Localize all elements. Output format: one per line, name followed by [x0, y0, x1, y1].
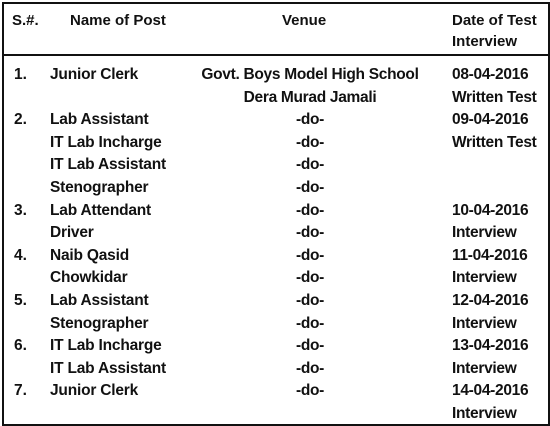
post-name: Lab Assistant — [50, 111, 149, 129]
venue: -do- — [295, 201, 325, 219]
test-date: Interview — [452, 314, 517, 332]
header-date-line1: Date of Test — [452, 12, 537, 29]
test-date: 11-04-2016 — [452, 246, 528, 264]
schedule-table — [2, 2, 550, 426]
table-row — [4, 154, 548, 177]
table-row — [4, 87, 548, 110]
venue: -do- — [295, 246, 325, 264]
venue: -do- — [295, 111, 325, 129]
table-row — [4, 403, 548, 426]
test-date: Interview — [452, 269, 517, 287]
post-name: Naib Qasid — [50, 246, 129, 264]
table-row — [4, 380, 548, 403]
venue: -do- — [295, 337, 325, 355]
table-row — [4, 177, 548, 200]
post-name: Lab Assistant — [50, 292, 149, 309]
venue: -do- — [295, 133, 325, 151]
table-row — [4, 245, 548, 268]
venue: -do- — [295, 292, 325, 309]
test-date: Interview — [452, 405, 517, 422]
test-date: 09-04-2016 — [452, 111, 529, 129]
header-date-line2: Interview — [452, 33, 518, 50]
post-name: Driver — [50, 224, 94, 242]
table-row — [4, 313, 548, 336]
serial-number: 3. — [14, 201, 27, 219]
post-name: Stenographer — [50, 179, 149, 196]
test-date: 10-04-2016 — [452, 201, 529, 219]
header-venue: Venue — [282, 12, 327, 29]
post-name: Stenographer — [50, 314, 149, 332]
post-name: Junior Clerk — [50, 382, 139, 400]
serial-number: 2. — [14, 111, 27, 129]
venue: -do- — [295, 179, 325, 196]
venue: -do- — [295, 314, 325, 332]
serial-number: 4. — [14, 246, 27, 264]
venue: Govt. Boys Model High School — [201, 66, 419, 83]
table-row — [4, 358, 548, 381]
venue: Dera Murad Jamali — [243, 88, 377, 106]
venue: -do- — [295, 224, 325, 242]
table-row — [4, 290, 548, 313]
test-date: Written Test — [452, 88, 537, 106]
serial-number: 6. — [14, 337, 27, 355]
venue: -do- — [295, 359, 325, 377]
header-divider — [4, 54, 548, 56]
test-date: 13-04-2016 — [452, 337, 529, 355]
table-row — [4, 200, 548, 223]
post-name: IT Lab Incharge — [50, 337, 162, 355]
serial-number: 1. — [14, 66, 27, 83]
test-date: Interview — [452, 224, 517, 242]
table-row — [4, 222, 548, 245]
post-name: IT Lab Incharge — [50, 133, 162, 151]
table-row — [4, 109, 548, 132]
test-date: Interview — [452, 359, 517, 377]
venue: -do- — [295, 156, 325, 174]
table-row — [4, 335, 548, 358]
table-row — [4, 267, 548, 290]
post-name: Lab Attendant — [50, 201, 152, 219]
header-post: Name of Post — [70, 12, 166, 29]
post-name: Chowkidar — [50, 269, 128, 287]
test-date: 14-04-2016 — [452, 382, 529, 400]
serial-number: 5. — [14, 292, 27, 309]
table-row — [4, 64, 548, 87]
post-name: IT Lab Assistant — [50, 156, 166, 174]
test-date: 12-04-2016 — [452, 292, 529, 309]
venue: -do- — [295, 269, 325, 287]
test-date: 08-04-2016 — [452, 66, 529, 83]
table-row — [4, 132, 548, 155]
post-name: Junior Clerk — [50, 66, 139, 83]
header-sn: S.#. — [12, 12, 39, 29]
serial-number: 7. — [14, 382, 27, 400]
post-name: IT Lab Assistant — [50, 359, 166, 377]
test-date: Written Test — [452, 133, 537, 151]
venue: -do- — [295, 382, 325, 400]
